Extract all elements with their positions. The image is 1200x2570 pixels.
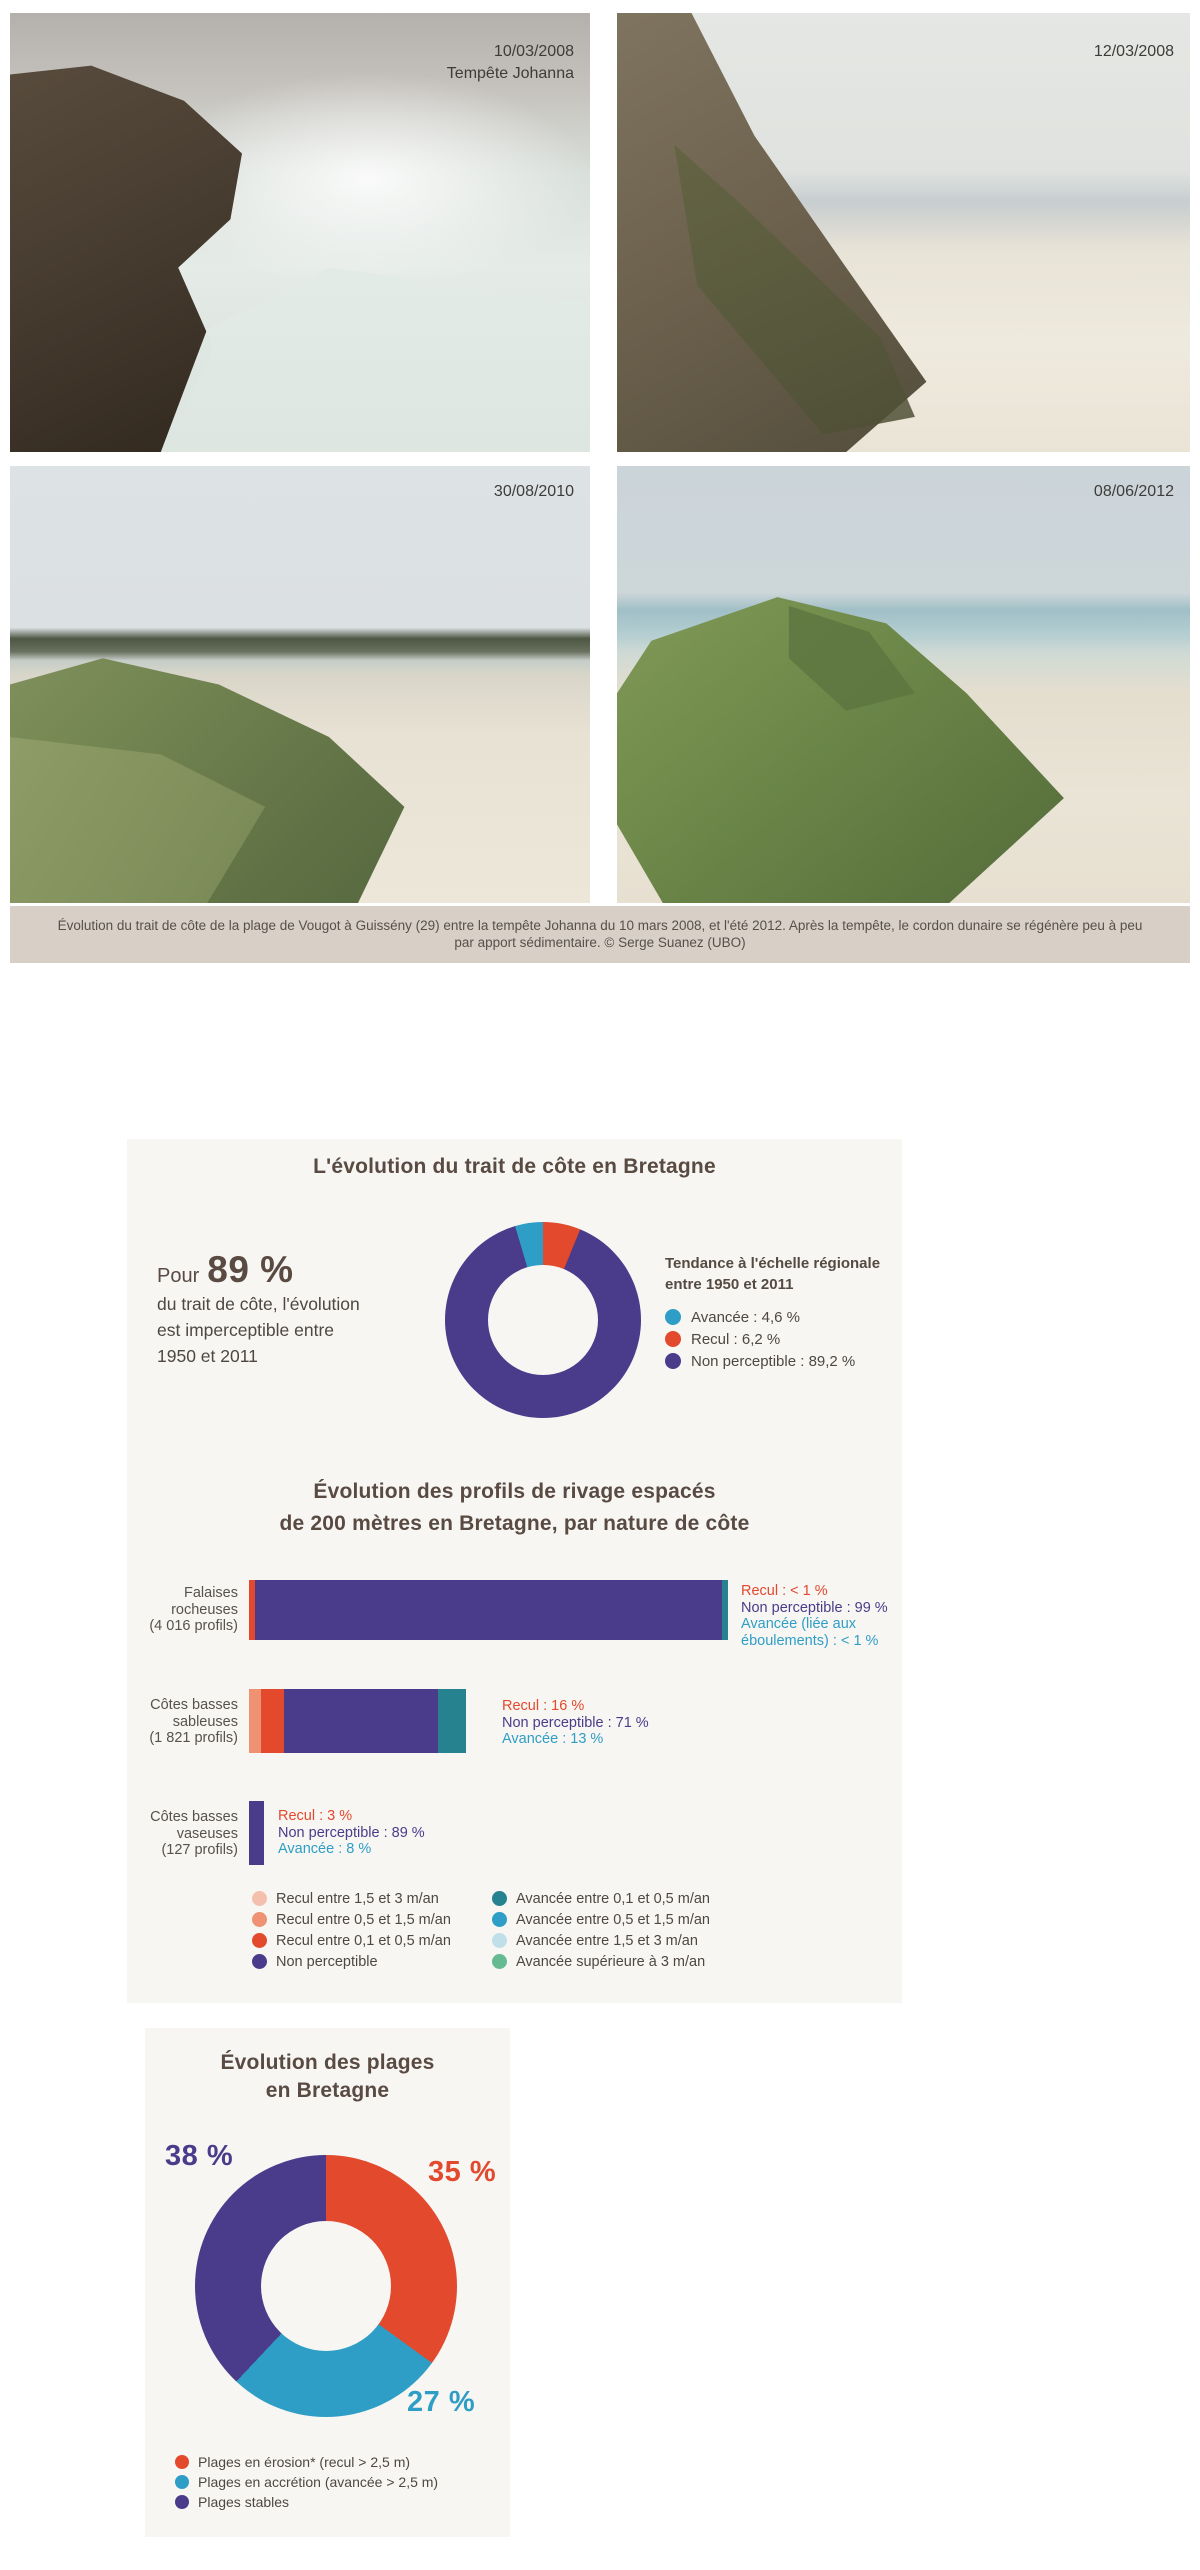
- legend-item: Recul entre 0,1 et 0,5 m/an: [252, 1930, 451, 1951]
- beaches-legend: [175, 2452, 438, 2512]
- bar-cotes-basses-vaseuses: [249, 1801, 264, 1865]
- pct-label-stables: 38 %: [165, 2140, 234, 2172]
- note-line: Non perceptible : 99 %: [741, 1599, 888, 1616]
- bar-segment: [249, 1689, 261, 1753]
- stat-value: 89 %: [207, 1249, 294, 1290]
- coastline-donut-chart: [445, 1222, 641, 1418]
- note-line: éboulements) : < 1 %: [741, 1632, 879, 1649]
- photo-date-label: [494, 481, 574, 503]
- profiles-chart-title-line2: de 200 mètres en Bretagne, par nature de côte: [279, 1512, 750, 1535]
- stat-line: est imperceptible entre: [157, 1320, 335, 1340]
- bar-notes-falaises: [741, 1583, 888, 1649]
- photo-date-label: [1094, 481, 1174, 503]
- recul-0-1-0-5-dot-icon: [252, 1933, 267, 1948]
- avancee-0-5-1-5-dot-icon: [492, 1912, 507, 1927]
- recul-0-5-1-5-dot-icon: [252, 1912, 267, 1927]
- stables-dot-icon: [175, 2495, 189, 2509]
- bar-segment: [255, 1580, 723, 1640]
- note-line: Avancée (liée aux: [741, 1616, 857, 1632]
- legend-item: Non perceptible: [252, 1951, 451, 1972]
- coastline-stat: [157, 1249, 427, 1369]
- note-line: Recul : < 1 %: [741, 1583, 828, 1599]
- bar-segment: [722, 1580, 728, 1640]
- note-line: Recul : 3 %: [278, 1808, 353, 1824]
- legend-item: Avancée entre 0,1 et 0,5 m/an: [492, 1888, 710, 1909]
- legend-item: Avancée entre 0,5 et 1,5 m/an: [492, 1909, 710, 1930]
- legend-item: Non perceptible : 89,2 %: [665, 1350, 900, 1372]
- bar-segment: [249, 1801, 264, 1865]
- photo-after-storm: [617, 13, 1190, 452]
- legend-item: Plages en érosion* (recul > 2,5 m): [175, 2452, 438, 2472]
- erosion-dot-icon: [175, 2455, 189, 2469]
- bar-segment: [261, 1689, 284, 1753]
- stat-line: 1950 et 2011: [157, 1346, 258, 1366]
- note-line: Recul : 16 %: [502, 1698, 585, 1714]
- profiles-chart-title-line1: Évolution des profils de rivage espacés: [313, 1480, 716, 1503]
- bar-label-sableuses: Côtes basses sableuses (1 821 profils): [149, 1697, 238, 1746]
- coastline-chart-title: L'évolution du trait de côte en Bretagne: [313, 1155, 716, 1178]
- legend-item: Plages stables: [175, 2492, 438, 2512]
- recul-dot-icon: [665, 1331, 681, 1347]
- legend-item: Avancée supérieure à 3 m/an: [492, 1951, 710, 1972]
- legend-item: Avancée : 4,6 %: [665, 1306, 900, 1328]
- bar-cotes-basses-sableuses: [249, 1689, 466, 1753]
- photo-caption: Évolution du trait de côte de la plage de Vougot à Guissény (29) entre la tempête Johanna du 10 mars 2008, et l'été 2012. Après la tempête, le cordon dunaire se régénère peu à peu par apport sédimentaire. © Serge Suanez (UBO): [57, 918, 1143, 950]
- pct-label-erosion: 35 %: [428, 2156, 497, 2188]
- photo-date: 12/03/2008: [1093, 43, 1174, 60]
- pct-label-accretion: 27 %: [407, 2386, 476, 2418]
- legend-item: Recul entre 0,5 et 1,5 m/an: [252, 1909, 451, 1930]
- photo-2012: [617, 466, 1190, 903]
- stat-headline: [157, 1249, 427, 1291]
- avancee-dot-icon: [665, 1309, 681, 1325]
- photo-event: Tempête Johanna: [446, 65, 574, 82]
- legend-title-line: Tendance à l'échelle régionale: [665, 1255, 881, 1272]
- photo-date: 10/03/2008: [493, 43, 574, 60]
- note-line: Avancée : 13 %: [502, 1731, 604, 1747]
- bar-label-vaseuses: Côtes basses vaseuses (127 profils): [150, 1809, 238, 1858]
- bar-segment: [438, 1689, 466, 1753]
- coastline-legend: [665, 1253, 900, 1372]
- legend-item: Avancée entre 1,5 et 3 m/an: [492, 1930, 710, 1951]
- photo-caption-bar: [10, 906, 1190, 963]
- non-perceptible-dot-icon: [252, 1954, 267, 1969]
- photo-date: 08/06/2012: [1093, 483, 1174, 500]
- bar-label-falaises: Falaises rocheuses (4 016 profils): [149, 1585, 238, 1634]
- donut-hole: [261, 2221, 391, 2351]
- note-line: Non perceptible : 71 %: [502, 1714, 649, 1731]
- avancee-0-1-0-5-dot-icon: [492, 1891, 507, 1906]
- note-line: Avancée : 8 %: [278, 1841, 372, 1857]
- stat-line: du trait de côte, l'évolution: [157, 1294, 360, 1314]
- legend-item: Recul : 6,2 %: [665, 1328, 900, 1350]
- beaches-chart-title-line1: Évolution des plages: [220, 2051, 435, 2074]
- accretion-dot-icon: [175, 2475, 189, 2489]
- legend-item: Plages en accrétion (avancée > 2,5 m): [175, 2472, 438, 2492]
- bar-falaises-rocheuses: [249, 1580, 728, 1640]
- non-perceptible-dot-icon: [665, 1353, 681, 1369]
- profiles-legend-recul: [252, 1888, 451, 1972]
- bar-notes-sableuses: [502, 1698, 649, 1748]
- beaches-chart-title-line2: en Bretagne: [265, 2079, 390, 2102]
- photo-date-label: [447, 41, 574, 85]
- recul-1-5-3-dot-icon: [252, 1891, 267, 1906]
- bar-notes-vaseuses: [278, 1808, 425, 1858]
- profiles-legend-avancee: [492, 1888, 710, 1972]
- coastline-panel: [127, 1139, 902, 2003]
- bar-segment: [284, 1689, 438, 1753]
- photo-storm-johanna: [10, 13, 590, 452]
- avancee-sup-3-dot-icon: [492, 1954, 507, 1969]
- legend-title-line: entre 1950 et 2011: [665, 1276, 794, 1293]
- legend-item: Recul entre 1,5 et 3 m/an: [252, 1888, 451, 1909]
- beaches-donut-chart: [195, 2155, 457, 2417]
- photo-date-label: [1094, 41, 1174, 63]
- beaches-panel: [145, 2028, 510, 2537]
- note-line: Non perceptible : 89 %: [278, 1824, 425, 1841]
- stat-prefix: Pour: [157, 1265, 200, 1287]
- avancee-1-5-3-dot-icon: [492, 1933, 507, 1948]
- donut-hole: [488, 1265, 598, 1375]
- photo-2010: [10, 466, 590, 903]
- photo-date: 30/08/2010: [493, 483, 574, 500]
